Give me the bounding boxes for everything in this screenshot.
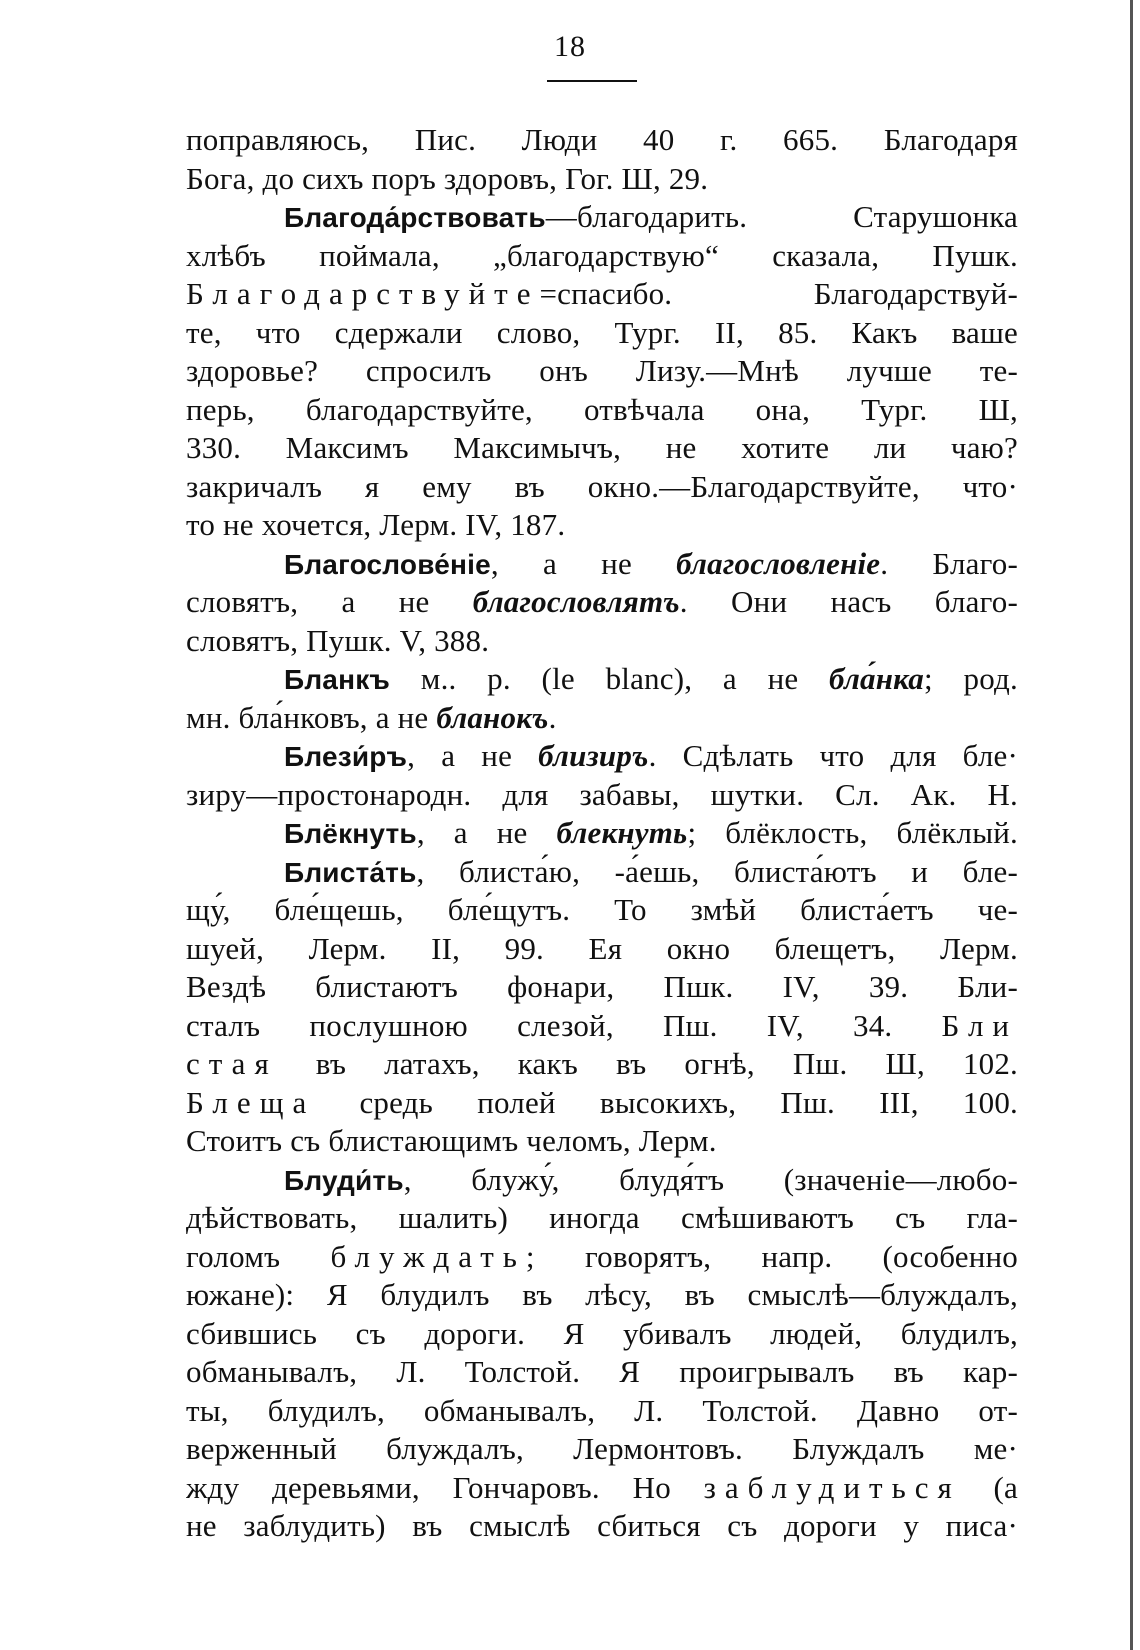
text-run: перь, благодарствуйте, отвѣчала она, Тург. Ш, xyxy=(186,391,1018,427)
text-line xyxy=(186,853,1018,892)
text-line xyxy=(186,776,1018,815)
text-run: хлѣбъ поймала, „благодарствую“ сказала, Пушк. xyxy=(186,237,1018,273)
incorrect-form: близиръ xyxy=(538,738,649,773)
text-line xyxy=(186,1392,1018,1431)
text-line xyxy=(186,121,1018,160)
incorrect-form: бла́нка xyxy=(829,661,925,696)
text-run: те, что сдержали слово, Тург. II, 85. Какъ ваше xyxy=(186,314,1018,350)
spaced-emphasis: Бли xyxy=(941,1007,1018,1043)
text-run: средь полей высокихъ, Пш. III, 100. xyxy=(315,1084,1018,1120)
text-line xyxy=(186,1007,1018,1046)
spaced-emphasis: Благодарствуйте xyxy=(186,276,540,311)
dictionary-text xyxy=(186,121,1018,1546)
text-line xyxy=(186,1469,1018,1508)
headword: Благода́рствовать xyxy=(284,202,546,233)
text-line xyxy=(186,352,1018,391)
spaced-emphasis: заблудиться xyxy=(703,1469,961,1505)
text-line xyxy=(186,968,1018,1007)
incorrect-form: блекнуть xyxy=(556,815,688,850)
text-run: въ латахъ, какъ въ огнѣ, Пш. Ш, 102. xyxy=(277,1046,1018,1081)
headword: Бланкъ xyxy=(284,664,391,695)
text-run: . Сдѣлать что для бле· xyxy=(648,738,1018,773)
text-line xyxy=(186,1507,1018,1546)
text-line xyxy=(186,391,1018,430)
text-run: голомъ xyxy=(186,1238,331,1274)
text-run: словятъ, а не xyxy=(186,584,473,619)
text-run: зиру—простонародн. для забавы, шутки. Сл. Ак. Н. xyxy=(186,776,1018,812)
text-line xyxy=(186,622,1018,661)
text-run: Вездѣ блистаютъ фонари, Пшк. IV, 39. Бли- xyxy=(186,969,1018,1004)
text-line xyxy=(186,1238,1018,1277)
text-run: не заблудить) въ смыслѣ сбиться съ дороги у писа· xyxy=(186,1508,1018,1543)
text-line xyxy=(186,468,1018,507)
text-run: жду деревьями, Гончаровъ. Но xyxy=(186,1469,704,1505)
text-run: . Они насъ благо- xyxy=(679,584,1018,619)
text-line xyxy=(186,429,1018,468)
text-run: (а xyxy=(960,1469,1018,1505)
text-run: , а не xyxy=(416,815,557,850)
text-line xyxy=(186,1430,1018,1469)
incorrect-form: благословленіе xyxy=(676,545,881,581)
spaced-emphasis: стая xyxy=(186,1046,278,1081)
text-run: то не хочется, Лерм. IV, 187. xyxy=(186,507,566,542)
incorrect-form: бланокъ xyxy=(436,699,549,735)
text-line xyxy=(186,275,1018,314)
text-line xyxy=(186,1276,1018,1315)
text-run: словятъ, Пушк. V, 388. xyxy=(186,622,490,658)
text-run: шуей, Лерм. II, 99. Ея окно блещетъ, Лерм. xyxy=(186,930,1018,966)
incorrect-form: благословлятъ xyxy=(472,584,680,619)
text-run: ; блёклость, блёклый. xyxy=(687,815,1018,850)
headword: Блуди́ть xyxy=(284,1164,404,1196)
headword: Блиста́ть xyxy=(284,856,417,888)
text-run: =спасибо. Благодарствуй- xyxy=(539,276,1018,311)
text-run: , блиста́ю, -а́ешь, блиста́ютъ и бле- xyxy=(416,853,1018,889)
text-run: , а не xyxy=(490,545,677,581)
text-run: . xyxy=(548,699,557,735)
text-line xyxy=(186,1122,1018,1161)
text-line xyxy=(186,1353,1018,1392)
text-line xyxy=(186,699,1018,738)
page-number-rule xyxy=(547,80,637,82)
headword: Блёкнуть xyxy=(284,818,417,849)
headword: Блези́ръ xyxy=(284,741,408,772)
text-run: 330. Максимъ Максимычъ, не хотите ли чаю? xyxy=(186,430,1018,465)
text-line xyxy=(186,545,1018,584)
text-run: Стоитъ съ блистающимъ челомъ, Лерм. xyxy=(186,1123,717,1158)
text-line xyxy=(186,583,1018,622)
text-run: м.. р. (le blanc), а не xyxy=(390,661,830,696)
text-line xyxy=(186,1045,1018,1084)
text-line xyxy=(186,1199,1018,1238)
text-run: ; род. xyxy=(924,661,1018,696)
text-line xyxy=(186,1084,1018,1123)
text-line xyxy=(186,737,1018,776)
text-line xyxy=(186,1161,1018,1200)
page-number: 18 xyxy=(554,30,586,63)
text-run: , а не xyxy=(407,738,539,773)
text-line xyxy=(186,160,1018,199)
text-line xyxy=(186,891,1018,930)
text-run: здоровье? спросилъ онъ Лизу.—Мнѣ лучше те- xyxy=(186,353,1018,388)
text-run: верженный блуждалъ, Лермонтовъ. Блуждалъ ме· xyxy=(186,1431,1018,1466)
text-line xyxy=(186,198,1018,237)
text-run: сталъ послушною слезой, Пш. IV, 34. xyxy=(186,1007,942,1043)
text-line xyxy=(186,506,1018,545)
text-run: . Благо- xyxy=(880,545,1018,581)
text-run: закричалъ я ему въ окно.—Благодарствуйте, что· xyxy=(186,468,1018,504)
text-run: поправляюсь, Пис. Люди 40 г. 665. Благодаря xyxy=(186,122,1018,157)
page-edge-line xyxy=(1130,0,1133,1650)
spaced-emphasis: блуждать xyxy=(330,1238,526,1274)
text-line xyxy=(186,930,1018,969)
text-run: ты, блудилъ, обманывалъ, Л. Толстой. Давно от- xyxy=(186,1392,1018,1428)
text-run: дѣйствовать, шалить) иногда смѣшиваютъ съ гла- xyxy=(186,1200,1018,1235)
text-run: —благодарить. Старушонка xyxy=(545,199,1018,234)
text-run: щу́, бле́щешь, бле́щутъ. То змѣй блиста́етъ че- xyxy=(186,892,1018,927)
text-line xyxy=(186,1315,1018,1354)
text-run: южане): Я блудилъ въ лѣсу, въ смыслѣ—блуждалъ, xyxy=(186,1277,1018,1312)
spaced-emphasis: Блеща xyxy=(186,1084,316,1120)
text-run: Бога, до сихъ поръ здоровъ, Гог. Ш, 29. xyxy=(186,160,709,196)
text-run: ; говорятъ, напр. (особенно xyxy=(525,1238,1018,1274)
headword: Благослове́ніе xyxy=(284,548,491,580)
text-line xyxy=(186,660,1018,699)
text-run: сбившись съ дороги. Я убивалъ людей, блудилъ, xyxy=(186,1315,1018,1351)
text-line xyxy=(186,314,1018,353)
text-run: , блужу́, блудя́тъ (значеніе—любо- xyxy=(403,1161,1018,1197)
text-line xyxy=(186,814,1018,853)
text-run: обманывалъ, Л. Толстой. Я проигрывалъ въ кар- xyxy=(186,1354,1018,1389)
text-run: мн. бла́нковъ, а не xyxy=(186,699,437,735)
text-line xyxy=(186,237,1018,276)
